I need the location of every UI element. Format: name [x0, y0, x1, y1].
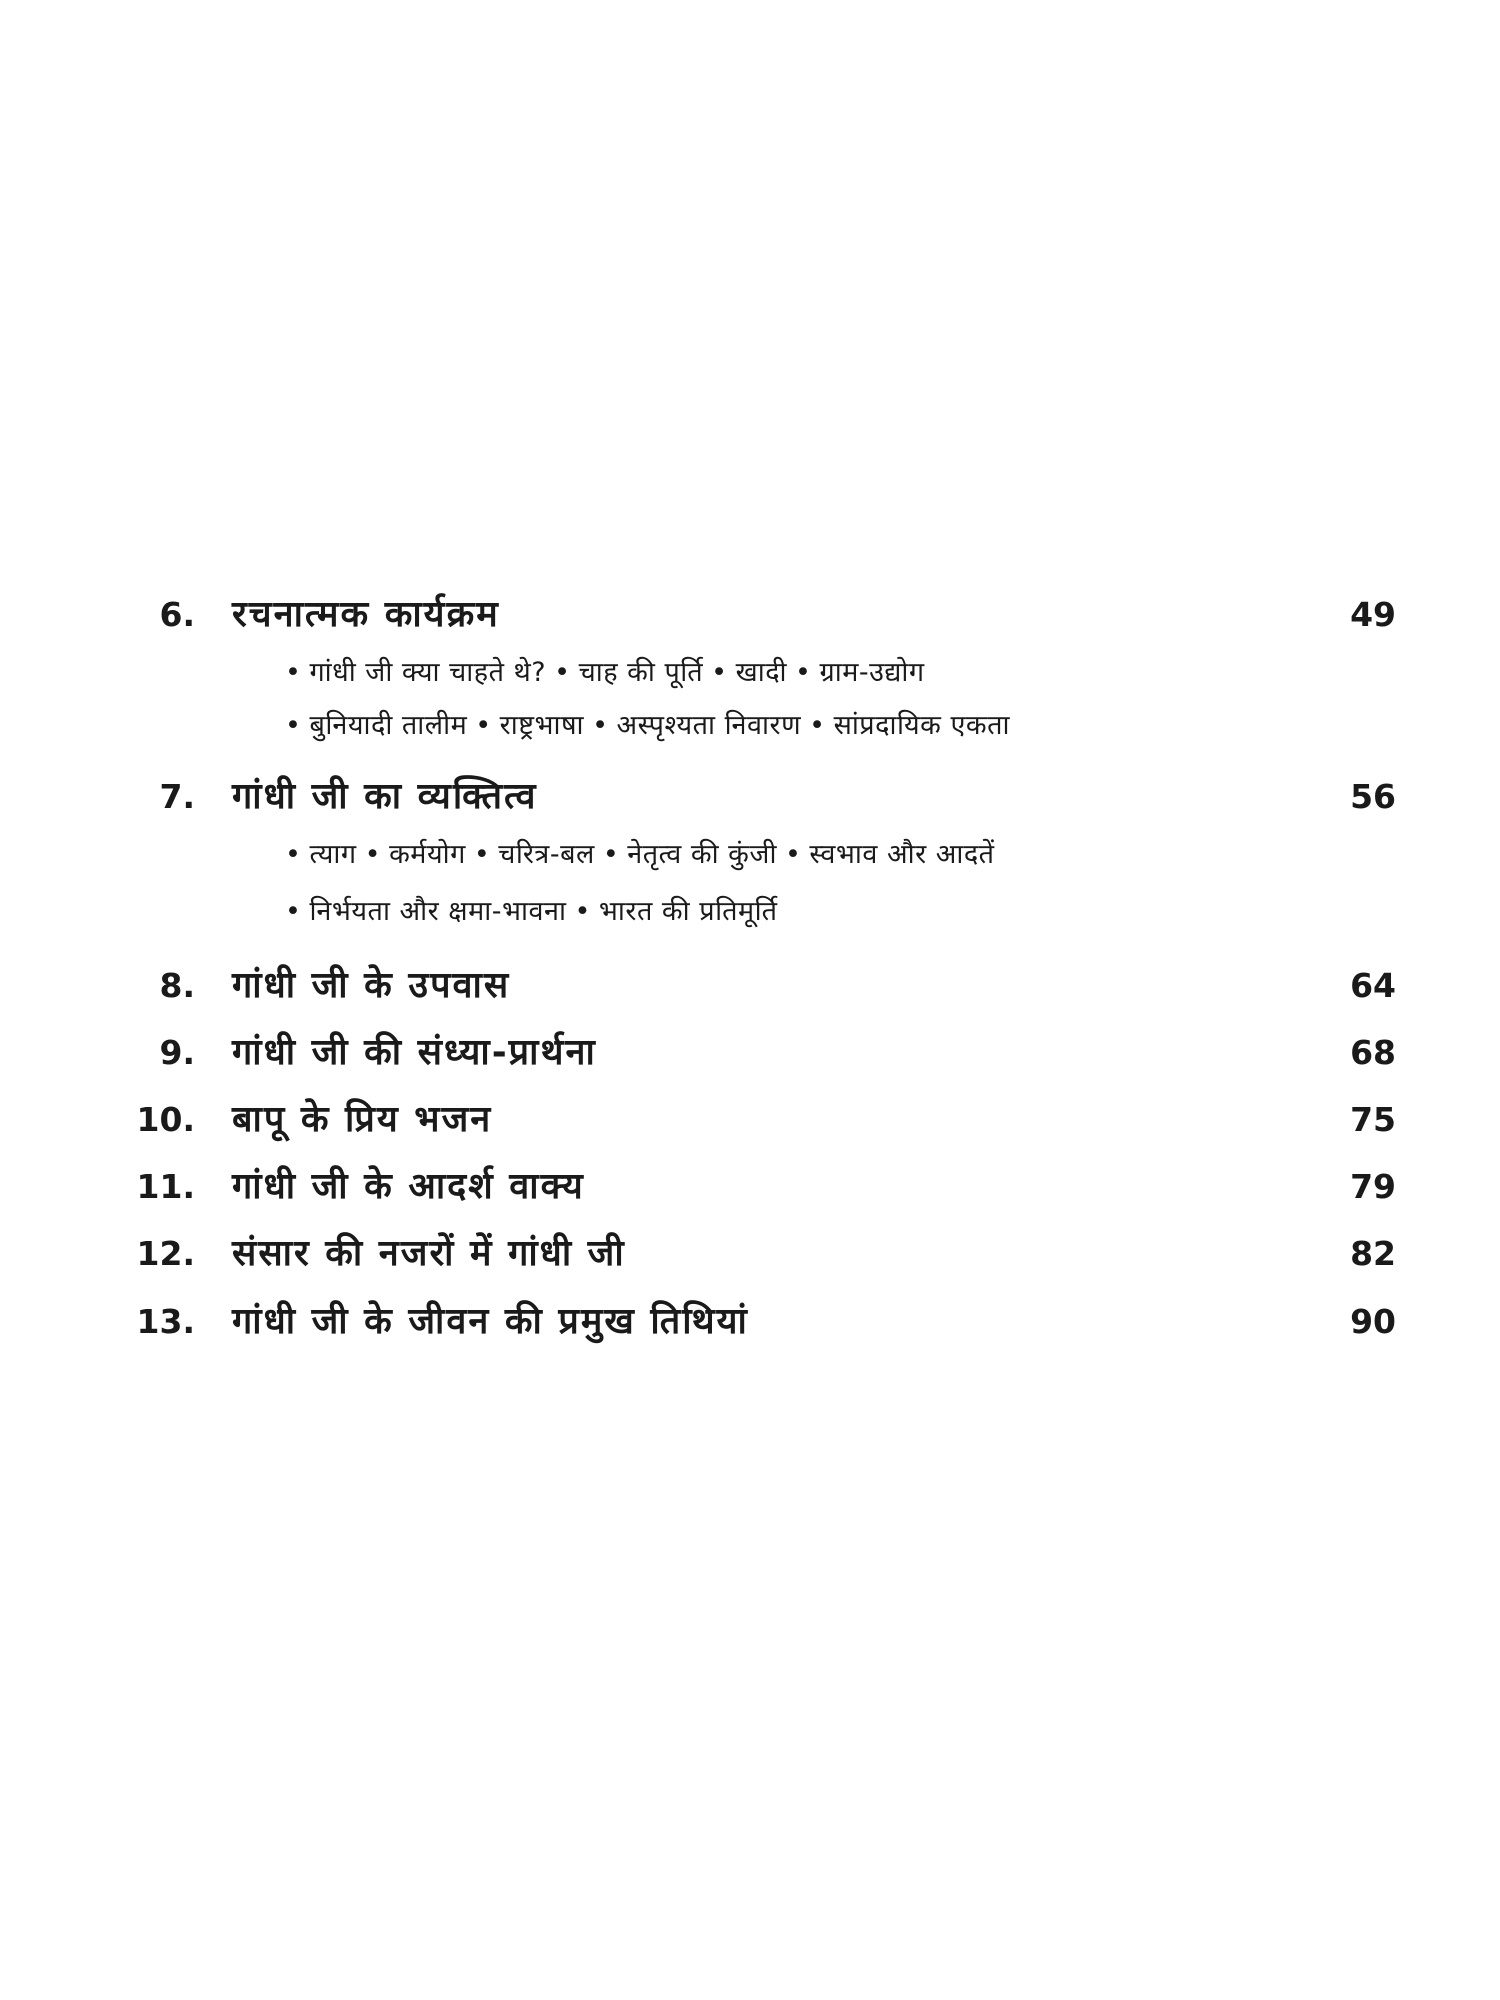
chapter-number: 9.: [159, 1033, 195, 1072]
page-number: 75: [1350, 1100, 1396, 1139]
bullet: •: [285, 839, 302, 870]
topic: त्याग: [309, 839, 357, 870]
chapter-number: 11.: [136, 1167, 195, 1206]
chapter-topics-line: [285, 893, 778, 931]
page-number: 49: [1350, 595, 1396, 634]
topic: निर्भयता और क्षमा-भावना: [309, 896, 567, 927]
chapter-number: 12.: [136, 1234, 195, 1273]
bullet: •: [711, 657, 728, 688]
topic: अस्पृश्यता निवारण: [616, 710, 802, 741]
topic: भारत की प्रतिमूर्ति: [598, 896, 778, 927]
bullet: •: [285, 657, 302, 688]
bullet: •: [795, 657, 812, 688]
bullet: •: [592, 710, 609, 741]
topic: नेतृत्व की कुंजी: [627, 839, 777, 870]
page-number: 64: [1350, 966, 1396, 1005]
chapter-number: 10.: [136, 1100, 195, 1139]
topic: राष्ट्रभाषा: [499, 710, 585, 741]
bullet: •: [554, 657, 571, 688]
chapter-title: गांधी जी का व्यक्तित्व: [232, 776, 538, 817]
chapter-number: 6.: [159, 595, 195, 634]
chapter-topics-line: [285, 707, 1010, 745]
chapter-title: गांधी जी की संध्या-प्रार्थना: [232, 1032, 597, 1073]
page-number: 82: [1350, 1234, 1396, 1273]
bullet: •: [475, 710, 492, 741]
chapter-title: गांधी जी के उपवास: [232, 965, 511, 1006]
chapter-topics-line: [285, 654, 925, 692]
chapter-title: बापू के प्रिय भजन: [232, 1099, 493, 1140]
bullet: •: [285, 896, 302, 927]
topic: गांधी जी क्या चाहते थे?: [309, 657, 547, 688]
page-number: 90: [1350, 1302, 1396, 1341]
bullet: •: [574, 896, 591, 927]
topic: कर्मयोग: [389, 839, 466, 870]
page-number: 79: [1350, 1167, 1396, 1206]
page-number: 56: [1350, 777, 1396, 816]
topic: बुनियादी तालीम: [309, 710, 468, 741]
chapter-title: रचनात्मक कार्यक्रम: [232, 594, 500, 635]
chapter-number: 7.: [159, 777, 195, 816]
bullet: •: [784, 839, 802, 870]
page-number: 68: [1350, 1033, 1396, 1072]
chapter-title: गांधी जी के जीवन की प्रमुख तिथियां: [232, 1301, 749, 1342]
chapter-title: संसार की नजरों में गांधी जी: [232, 1233, 626, 1274]
bullet: •: [285, 710, 302, 741]
bullet: •: [602, 839, 620, 870]
chapter-title: गांधी जी के आदर्श वाक्य: [232, 1166, 585, 1207]
chapter-topics-line: [285, 836, 995, 874]
bullet: •: [473, 839, 491, 870]
topic: स्वभाव और आदतें: [809, 839, 995, 870]
topic: खादी: [735, 657, 788, 688]
bullet: •: [809, 710, 826, 741]
chapter-number: 8.: [159, 966, 195, 1005]
chapter-number: 13.: [136, 1302, 195, 1341]
topic: ग्राम-उद्योग: [819, 657, 925, 688]
bullet: •: [364, 839, 382, 870]
topic: चाह की पूर्ति: [578, 657, 704, 688]
topic: सांप्रदायिक एकता: [833, 710, 1011, 741]
topic: चरित्र-बल: [498, 839, 595, 870]
